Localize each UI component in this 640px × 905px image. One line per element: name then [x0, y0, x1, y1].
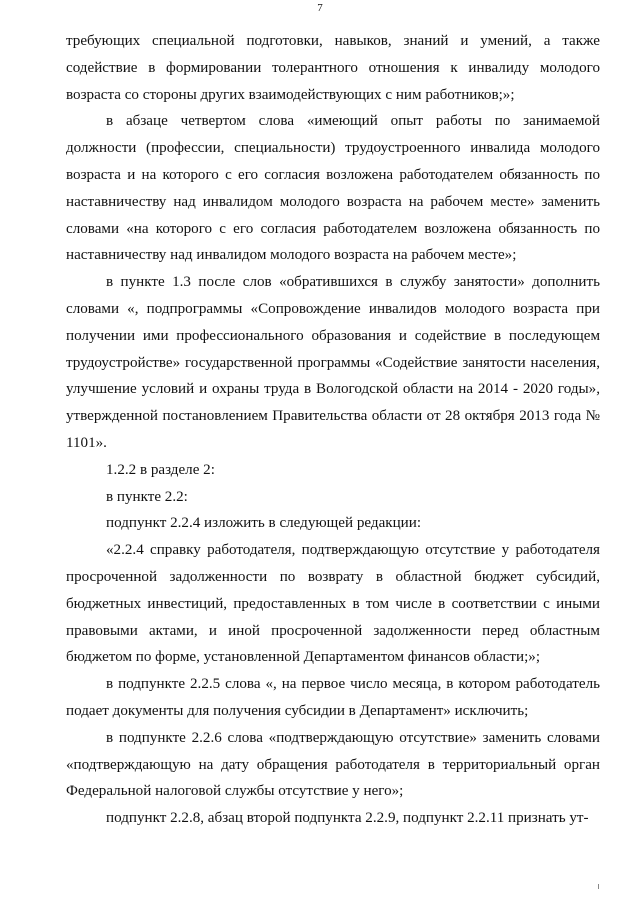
paragraph-subpoints-invalidate: подпункт 2.2.8, абзац второй подпункта 2.2.9, подпункт 2.2.11 признать ут- [106, 810, 589, 827]
paragraph-subpoint-2-2-6: в подпункте 2.2.6 слова «подтверждающую отсутствие» заменить словами «подтверждающую на дату обращения работодателя в территориальный орган Федеральной налоговой службы отсутствие у него»; [66, 729, 600, 800]
paragraph-point-2-2: в пункте 2.2: [106, 488, 188, 505]
paragraph-amendment-fourth-indent: в абзаце четвертом слова «имеющий опыт работы по занимаемой должности (профессии, специальности) трудоустроенного инвалида молодого возраста и на которого с его согласия возложена работодателем обязанность по наставничеству над инвалидом молодого возраста на рабочем месте» заменить словами «на которого с его согласия работодателем возложена обязанность по наставничеству над инвалидом молодого возраста на рабочем месте»; [66, 113, 600, 264]
scan-artifact-mark [598, 884, 599, 889]
document-body [66, 28, 600, 832]
paragraph-continuation: требующих специальной подготовки, навыков, знаний и умений, а также содействие в формировании толерантного отношения к инвалиду молодого возраста со стороны других взаимодействующих с ним работников;»; [66, 33, 600, 103]
paragraph-subpoint-2-2-4-text: «2.2.4 справку работодателя, подтверждающую отсутствие у работодателя просроченной задолженности по возврату в областной бюджет субсидий, бюджетных инвестиций, предоставленных в том числе в соответствии с иными правовыми актами, и иной просроченной задолженности перед областным бюджетом по форме, установленной Департаментом финансов области;»; [66, 542, 600, 666]
paragraph-subpoint-2-2-4-intro: подпункт 2.2.4 изложить в следующей редакции: [106, 515, 422, 532]
paragraph-subpoint-2-2-5: в подпункте 2.2.5 слова «, на первое число месяца, в котором работодатель подает документы для получения субсидии в Департамент» исключить; [66, 676, 600, 719]
paragraph-section-2-heading: 1.2.2 в разделе 2: [106, 461, 215, 478]
page-number: 7 [317, 2, 323, 14]
paragraph-amendment-point-1-3: в пункте 1.3 после слов «обратившихся в службу занятости» дополнить словами «, подпрограммы «Сопровождение инвалидов молодого возраста при получении ими профессионального образования и содействие в последующем трудоустройстве» государственной программы «Содействие занятости населения, улучшение условий и охраны труда в Вологодской области на 2014 - 2020 годы», утвержденной постановлением Правительства области от 28 октября 2013 года № 1101». [66, 274, 600, 451]
